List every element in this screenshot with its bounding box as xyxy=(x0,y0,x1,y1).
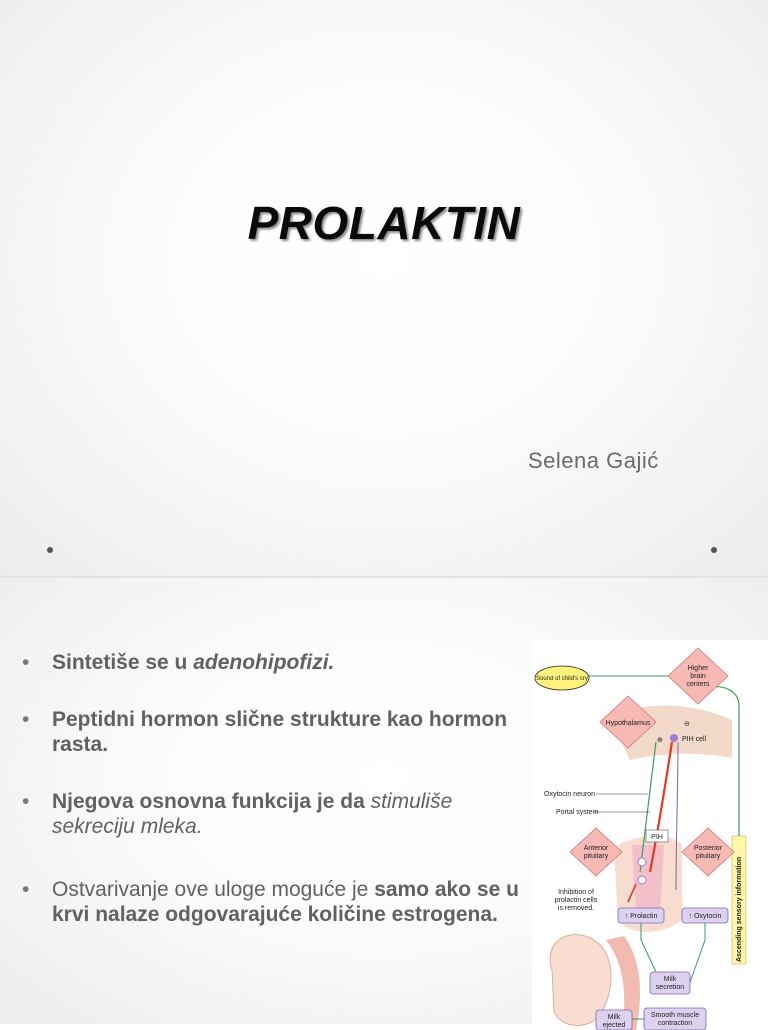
posterior-pituitary-diamond xyxy=(682,828,734,876)
pih-label: PIH xyxy=(651,834,663,841)
bullet-glyph: • xyxy=(22,708,30,731)
posterior-label-1: Posterior xyxy=(693,845,723,852)
bullet-list xyxy=(20,650,520,959)
author-name: Selena Gajić xyxy=(528,448,659,473)
plus-sign: ⊕ xyxy=(657,737,663,744)
oxytocin-arrow xyxy=(688,923,705,988)
bullet-item xyxy=(20,789,520,839)
bullet-text-emphasis: stimuliše sekreciju mleka. xyxy=(52,790,453,838)
bullet-text: Njegova osnovna funkcija je da xyxy=(52,790,371,813)
inhibition-label-3: is removed. xyxy=(557,905,595,912)
bullet-item xyxy=(20,877,520,927)
decorative-dot-left xyxy=(47,547,53,553)
bullet-glyph: • xyxy=(22,790,30,813)
posterior-label-2: pituitary xyxy=(695,853,721,860)
decorative-dot-right xyxy=(711,547,717,553)
bullet-glyph: • xyxy=(22,651,30,674)
content-slide xyxy=(0,578,768,1029)
anterior-label-1: Anterior xyxy=(583,845,609,852)
slide-title: PROLAKTIN xyxy=(247,197,521,249)
bullet-item xyxy=(20,707,520,757)
oxytocin-label: ↑ Oxytocin xyxy=(688,913,722,920)
oxytocin-neuron-label: Oxytocin neuron xyxy=(544,791,595,798)
bullet-item xyxy=(20,650,520,675)
milk-ejected-label-1: Milk xyxy=(607,1014,621,1021)
higher-label-2: brain xyxy=(690,673,706,680)
anterior-label-2: pituitary xyxy=(583,853,609,860)
inhibition-label-1: Inhibition of xyxy=(558,889,594,896)
milk-secretion-label-1: Milk xyxy=(663,976,677,983)
portal-system-label: Portal system xyxy=(556,809,599,816)
smooth-muscle-label-1: Smooth muscle xyxy=(650,1012,700,1019)
pih-cell-label: PIH cell xyxy=(682,736,707,743)
higher-label-1: Higher xyxy=(687,665,709,672)
ascending-sensory-label: Ascending sensory information xyxy=(736,856,743,962)
sensory-arrow xyxy=(708,687,739,836)
pih-cell-body xyxy=(670,734,678,742)
sound-cry-label: Sound of child's cry xyxy=(536,676,588,682)
bullet-text: Sintetiše se u xyxy=(52,651,194,674)
diagram-svg xyxy=(532,640,768,1030)
anterior-pituitary-diamond xyxy=(570,828,622,876)
minus-sign: ⊖ xyxy=(684,721,690,728)
prolactin-cell xyxy=(638,858,646,866)
milk-secretion-label-2: secretion xyxy=(655,984,685,991)
bullet-text: Peptidni hormon slične strukture kao hormon rasta. xyxy=(52,708,508,756)
bullet-text: Ostvarivanje ove uloge moguće je xyxy=(52,878,375,901)
anterior-lobe-shape xyxy=(632,845,664,915)
bullet-text-emphasis: adenohipofizi. xyxy=(193,651,335,674)
smooth-muscle-label-2: contraction xyxy=(657,1020,693,1027)
prolactin-cell xyxy=(638,876,646,884)
hypothalamus-label: Hypothalamus xyxy=(605,720,651,727)
higher-label-3: centers xyxy=(686,681,710,688)
bullet-glyph: • xyxy=(22,878,30,901)
milk-ejected-label-2: ejected xyxy=(602,1022,626,1029)
inhibition-label-2: prolactin cells xyxy=(554,897,598,904)
bullet-text-emphasis: samo ako se u krvi nalaze odgovarajuće količine estrogena. xyxy=(52,878,519,926)
prolactin-label: ↑ Prolactin xyxy=(624,913,658,920)
prolactin-reflex-diagram xyxy=(532,640,768,1030)
